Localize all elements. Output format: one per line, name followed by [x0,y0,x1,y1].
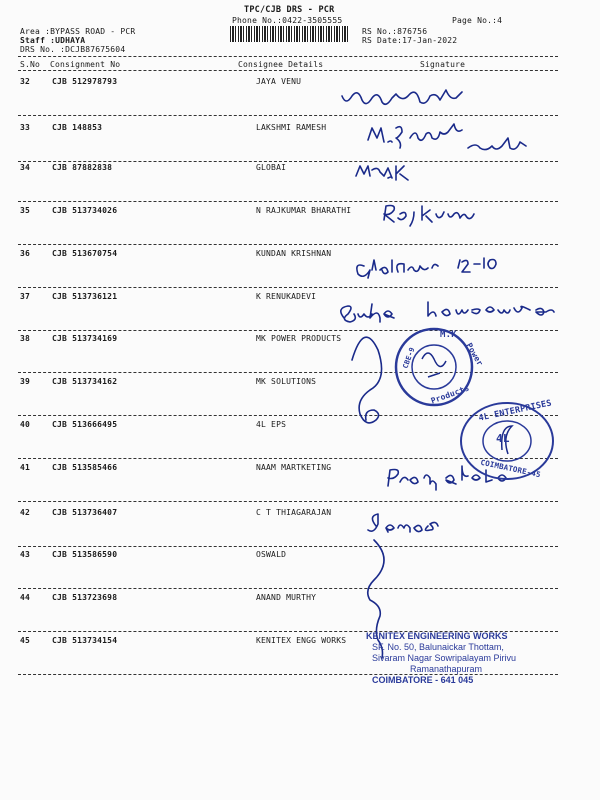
row-sno: 33 [20,123,31,132]
col-sno: S.No [20,60,41,69]
header-divider [18,56,558,57]
enterprises-stamp-center: 4L [496,432,510,445]
row-divider [18,287,558,288]
barcode [230,26,350,42]
row-sno: 43 [20,550,31,559]
row-sno: 34 [20,163,31,172]
row-sno: 35 [20,206,31,215]
area-label: Area :BYPASS ROAD - PCR [20,27,136,36]
row-consignment-no: CJB 512978793 [52,77,118,86]
row-consignee: C T THIAGARAJAN [256,508,332,517]
row-divider [18,330,558,331]
row-sno: 37 [20,292,31,301]
enterprises-stamp-top: 4L ENTERPRISES [477,398,553,424]
row-divider [18,546,558,547]
col-consignee: Consignee Details [238,60,324,69]
row-divider [18,244,558,245]
table-row [0,420,600,440]
row-divider [18,501,558,502]
table-row [0,206,600,226]
row-sno: 41 [20,463,31,472]
sheet-title: TPC/CJB DRS - PCR [244,5,335,15]
row-consignee: NAAM MARTKETING [256,463,332,472]
row-consignee: KUNDAN KRISHNAN [256,249,332,258]
row-divider [18,458,558,459]
rs-date: RS Date:17-Jan-2022 [362,36,458,45]
row-sno: 40 [20,420,31,429]
row-sno: 32 [20,77,31,86]
row-consignment-no: CJB 513736407 [52,508,118,517]
table-row [0,77,600,97]
mk-stamp-text-2: Power [464,341,485,368]
row-consignment-no: CJB 513734162 [52,377,118,386]
row-consignee: N RAJKUMAR BHARATHI [256,206,352,215]
rs-number: RS No.:876756 [362,27,428,36]
row-consignment-no: CJB 513734169 [52,334,118,343]
page-number: Page No.:4 [452,16,503,25]
row-consignment-no: CJB 513734154 [52,636,118,645]
row-consignee: OSWALD [256,550,287,559]
row-sno: 42 [20,508,31,517]
row-consignee: 4L EPS [256,420,287,429]
kenitex-stamp-line-4: Ramanathapuram [410,664,483,674]
row-divider [18,588,558,589]
table-row [0,550,600,570]
row-consignee: KENITEX ENGG WORKS [256,636,347,645]
row-consignee: GLOBAI [256,163,287,172]
drs-number: DRS No. :DCJB87675604 [20,45,126,54]
col-consignment: Consignment No [50,60,121,69]
row-sno: 45 [20,636,31,645]
mk-stamp-text-3: Products [429,383,471,406]
row-consignee: MK POWER PRODUCTS [256,334,342,343]
row-sno: 44 [20,593,31,602]
row-sno: 39 [20,377,31,386]
mk-stamp-text-4: CBE-9 [401,346,417,370]
table-row [0,292,600,312]
row-consignee: JAYA VENU [256,77,302,86]
row-divider [18,415,558,416]
table-row [0,377,600,397]
kenitex-stamp-line-2: SF. No. 50, Balunaickar Thottam, [372,642,504,652]
table-row [0,593,600,613]
row-consignee: MK SOLUTIONS [256,377,317,386]
table-row [0,123,600,143]
row-consignment-no: CJB 87882838 [52,163,113,172]
row-consignment-no: CJB 513666495 [52,420,118,429]
table-row [0,334,600,354]
row-divider [18,161,558,162]
kenitex-stamp [366,631,516,686]
row-consignment-no: CJB 513734026 [52,206,118,215]
row-sno: 38 [20,334,31,343]
row-sno: 36 [20,249,31,258]
row-consignee: K RENUKADEVI [256,292,317,301]
staff-label: Staff :UDHAYA [20,36,86,45]
row-consignment-no: CJB 148853 [52,123,103,132]
mk-stamp-text-1: M.K [440,330,457,340]
enterprises-stamp-bottom: COIMBATORE-45 [479,457,542,480]
row-consignment-no: CJB 513585466 [52,463,118,472]
row-consignment-no: CJB 513670754 [52,249,118,258]
row-consignee: LAKSHMI RAMESH [256,123,327,132]
table-row [0,163,600,183]
kenitex-stamp-line-3: Sivaram Nagar Sowripalayam Pirivu [372,653,517,663]
kenitex-stamp-line-5: COIMBATORE - 641 045 [372,675,474,685]
kenitex-stamp-line-1: KENITEX ENGINEERING WORKS [366,631,508,641]
phone-number: Phone No.:0422-3505555 [232,16,343,25]
row-divider [18,372,558,373]
row-consignment-no: CJB 513736121 [52,292,118,301]
col-signature: Signature [420,60,466,69]
table-row [0,508,600,528]
row-divider [18,201,558,202]
row-divider [18,115,558,116]
row-consignee: ANAND MURTHY [256,593,317,602]
columns-divider [18,70,558,71]
row-consignment-no: CJB 513723698 [52,593,118,602]
row-consignment-no: CJB 513586590 [52,550,118,559]
table-row [0,249,600,269]
